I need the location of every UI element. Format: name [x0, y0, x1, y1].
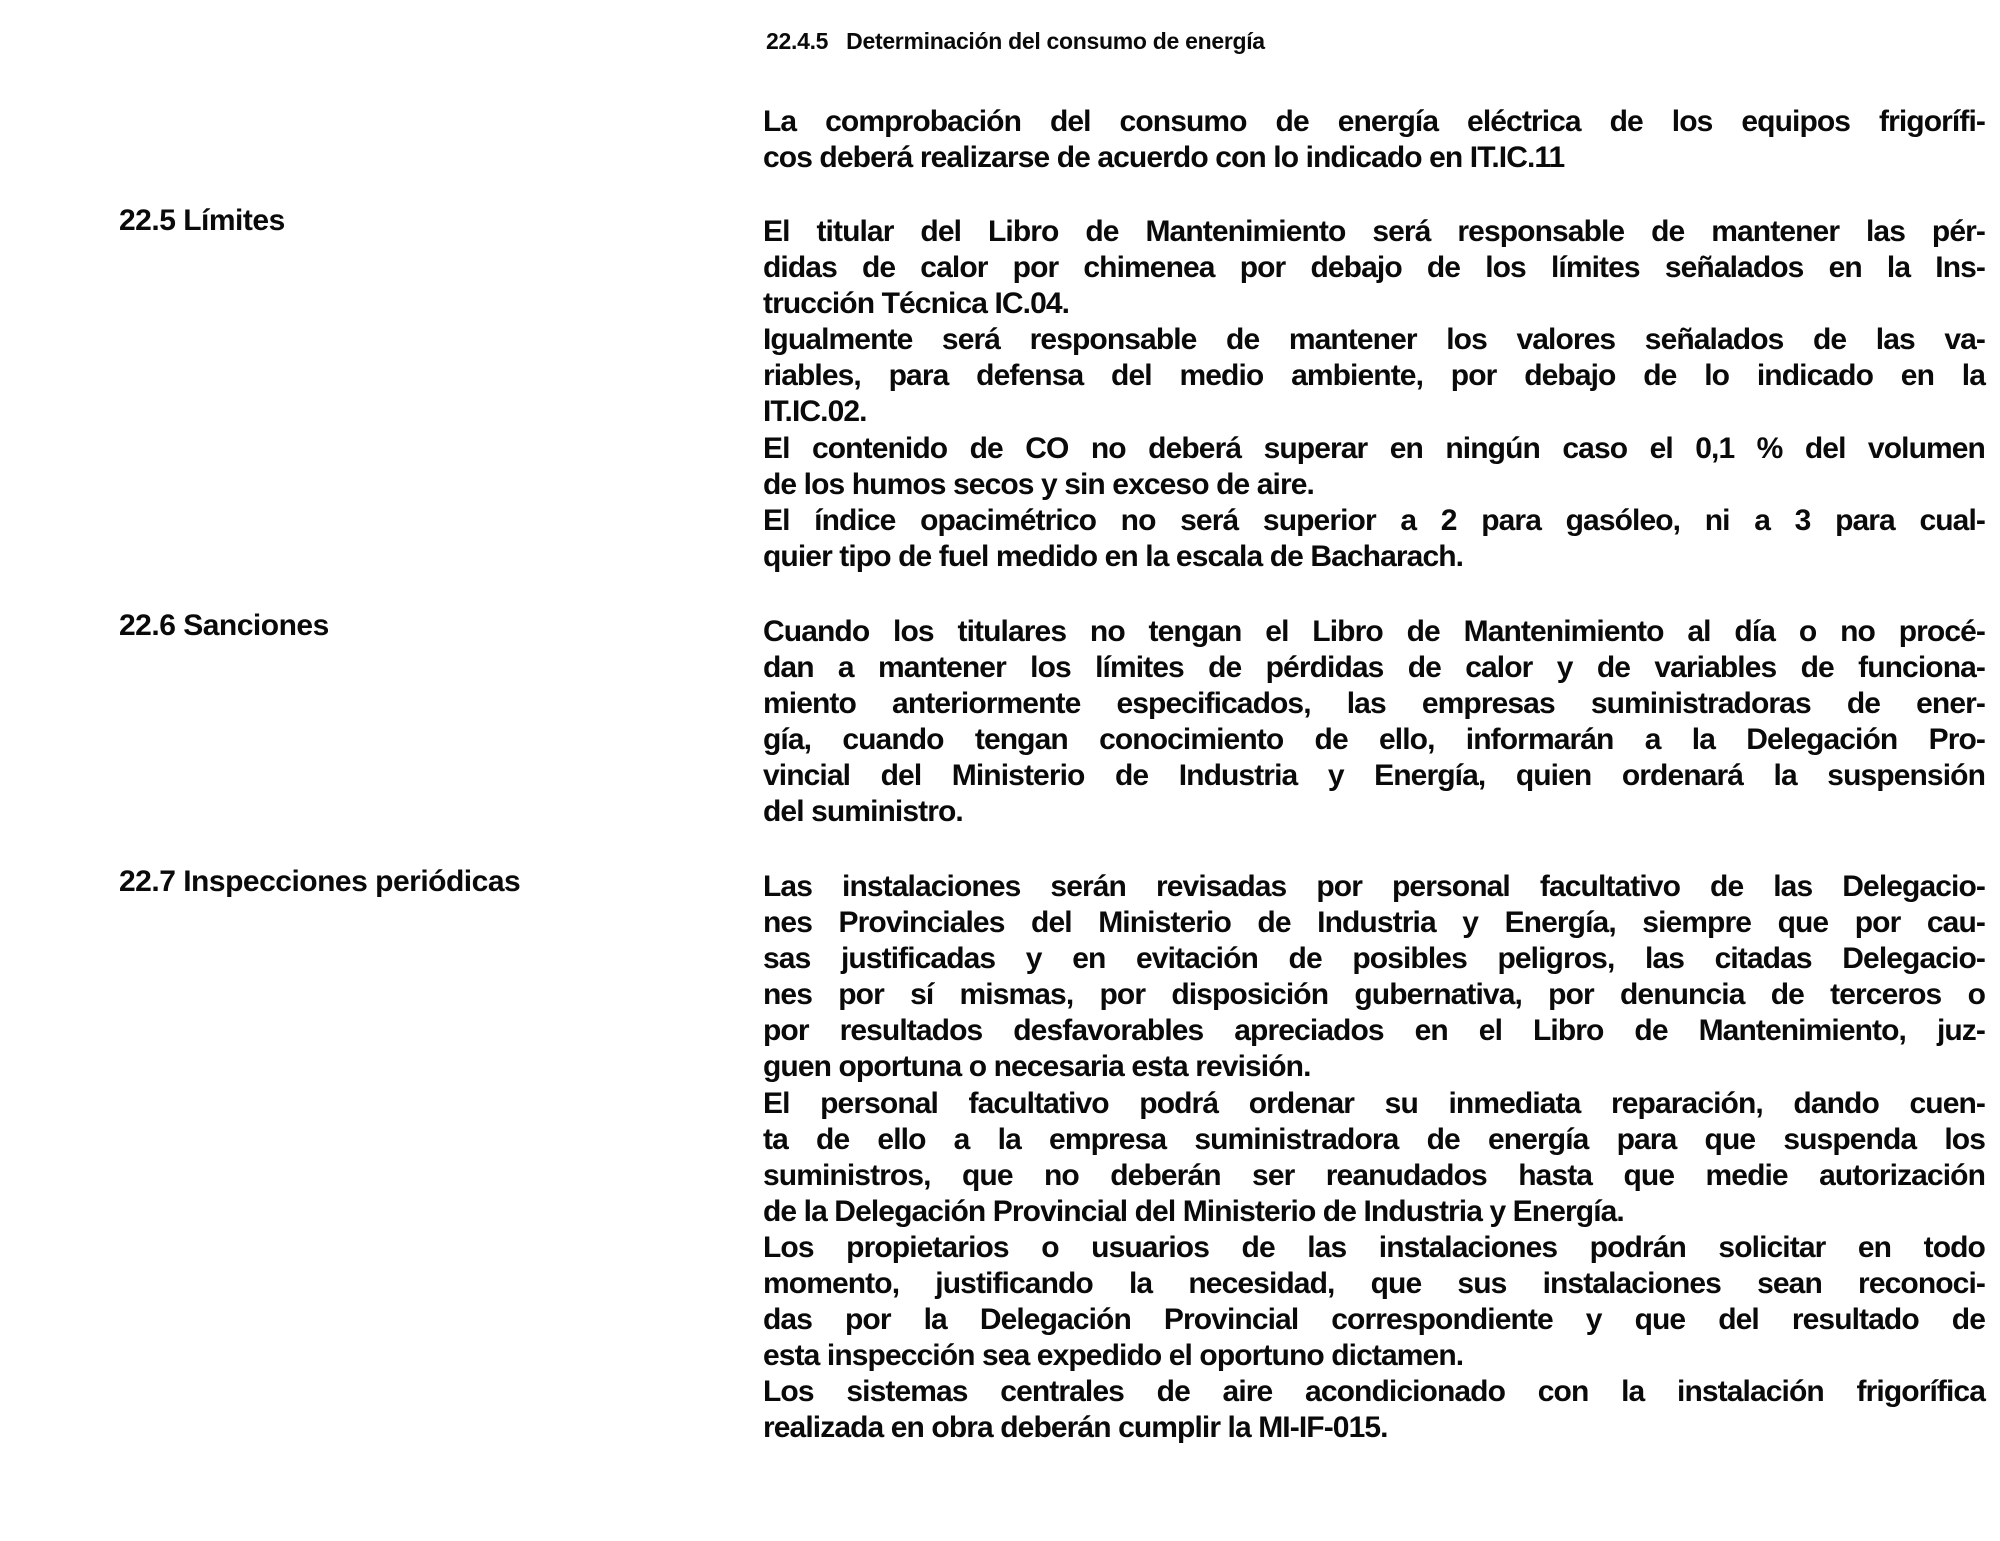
text-line: por resultados desfavorables apreciados en el Libro de Mantenimiento, juz- — [763, 1014, 1985, 1048]
subsection-title: Determinación del consumo de energía — [846, 28, 1265, 54]
text-line: Los sistemas centrales de aire acondicionado con la instalación frigorífica — [763, 1375, 1985, 1409]
text-line: quier tipo de fuel medido en la escala de Bacharach. — [763, 539, 1464, 573]
text-line: El titular del Libro de Mantenimiento será responsable de mantener las pér- — [763, 215, 1985, 248]
section-body-consumo-energia — [763, 104, 1985, 176]
section-body-sanciones — [763, 614, 1985, 831]
text-line: miento anteriormente especificados, las empresas suministradoras de ener- — [763, 687, 1985, 721]
subsection-number: 22.4.5 — [766, 28, 829, 54]
text-line: realizada en obra deberán cumplir la MI-IF-015. — [763, 1411, 1388, 1445]
text-line: nes Provinciales del Ministerio de Industria y Energía, siempre que por cau- — [763, 906, 1985, 940]
text-line: suministros, que no deberán ser reanudados hasta que medie autorización — [763, 1158, 1985, 1192]
text-line: trucción Técnica IC.04. — [763, 287, 1070, 321]
text-line: riables, para defensa del medio ambiente, por debajo de lo indicado en la — [763, 359, 1985, 393]
text-line: de los humos secos y sin exceso de aire. — [763, 467, 1314, 501]
section-heading-inspecciones: 22.7 Inspecciones periódicas — [119, 865, 521, 898]
text-line: El personal facultativo podrá ordenar su inmediata reparación, dando cuen- — [763, 1086, 1985, 1120]
subsection-heading — [766, 28, 1265, 55]
text-line: vincial del Ministerio de Industria y Energía, quien ordenará la suspensión — [763, 759, 1985, 793]
text-line: IT.IC.02. — [763, 395, 867, 429]
text-line: sas justificadas y en evitación de posibles peligros, las citadas Delegacio- — [763, 942, 1985, 976]
text-line: Igualmente será responsable de mantener los valores señalados de las va- — [763, 323, 1985, 357]
text-line: Cuando los titulares no tengan el Libro de Mantenimiento al día o no procé- — [763, 615, 1985, 648]
text-line: La comprobación del consumo de energía eléctrica de los equipos frigorífi- — [763, 105, 1985, 138]
section-body-limites — [763, 214, 1985, 575]
text-line: del suministro. — [763, 795, 963, 829]
text-line: guen oportuna o necesaria esta revisión. — [763, 1050, 1311, 1084]
text-line: cos deberá realizarse de acuerdo con lo indicado en IT.IC.11 — [763, 141, 1565, 175]
section-heading-limites: 22.5 Límites — [119, 204, 285, 237]
text-line: El índice opacimétrico no será superior a 2 para gasóleo, ni a 3 para cual- — [763, 503, 1985, 537]
section-body-inspecciones — [763, 869, 1985, 1447]
text-line: dan a mantener los límites de pérdidas de calor y de variables de funciona- — [763, 651, 1985, 685]
text-line: Las instalaciones serán revisadas por personal facultativo de las Delegacio- — [763, 870, 1985, 903]
text-line: didas de calor por chimenea por debajo de los límites señalados en la Ins- — [763, 251, 1985, 285]
text-line: El contenido de CO no deberá superar en ningún caso el 0,1 % del volumen — [763, 431, 1985, 465]
text-line: Los propietarios o usuarios de las instalaciones podrán solicitar en todo — [763, 1230, 1985, 1264]
text-line: ta de ello a la empresa suministradora de energía para que suspenda los — [763, 1122, 1985, 1156]
text-line: gía, cuando tengan conocimiento de ello, informarán a la Delegación Pro- — [763, 723, 1985, 757]
section-heading-sanciones: 22.6 Sanciones — [119, 609, 329, 642]
text-line: de la Delegación Provincial del Ministerio de Industria y Energía. — [763, 1194, 1624, 1228]
text-line: esta inspección sea expedido el oportuno dictamen. — [763, 1339, 1464, 1373]
text-line: nes por sí mismas, por disposición gubernativa, por denuncia de terceros o — [763, 978, 1985, 1012]
text-line: momento, justificando la necesidad, que sus instalaciones sean reconoci- — [763, 1267, 1985, 1301]
text-line: das por la Delegación Provincial correspondiente y que del resultado de — [763, 1303, 1985, 1337]
